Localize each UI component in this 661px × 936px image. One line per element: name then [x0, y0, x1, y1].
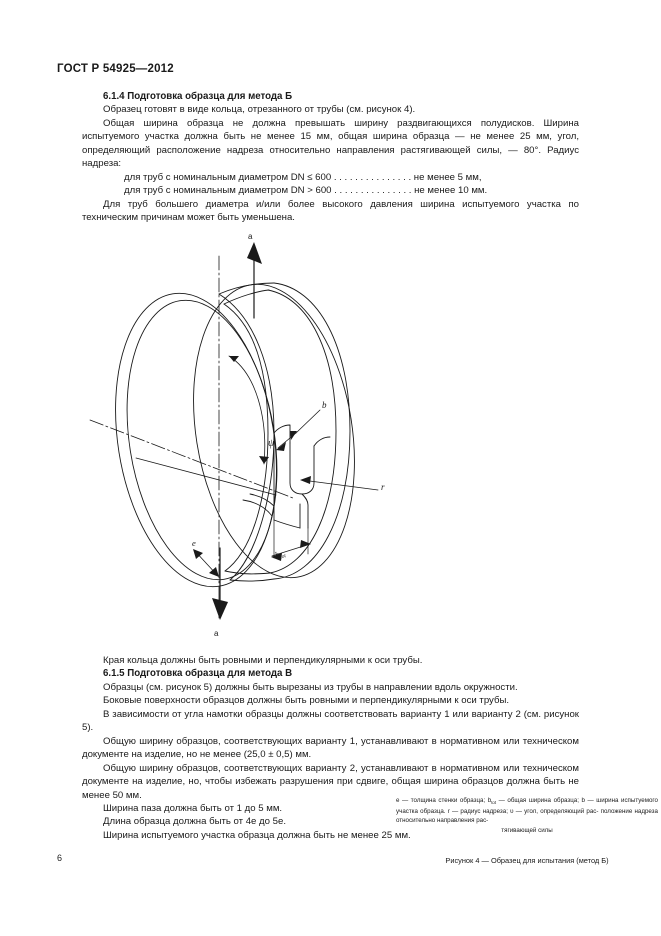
figure-4-caption: Рисунок 4 — Образец для испытания (метод Б): [445, 856, 609, 865]
clause-6-1-5-paragraph-3: В зависимости от угла намотки образцы должны соответствовать варианту 1 или варианту 2 (см. рисунок 5).: [82, 708, 579, 734]
clause-heading-6-1-5: 6.1.5 Подготовка образца для метода В: [103, 668, 293, 680]
force-arrow-top-head: [247, 242, 262, 264]
legend-text-2: образца; b — ширина испытуемого участка образца.: [396, 797, 658, 816]
label-width-b: b: [322, 400, 327, 410]
clause-6-1-4-paragraph-1: Образец готовят в виде кольца, отрезанного от трубы (см. рисунок 4).: [103, 104, 416, 116]
label-angle-psi: ψ: [268, 438, 275, 449]
legend-text-1: e — толщина стенки образца; b: [396, 797, 492, 804]
clause-6-1-5-paragraph-8: Ширина испытуемого участка образца должна быть не менее 25 мм.: [103, 829, 411, 841]
clause-6-1-4-paragraph-3: Для труб большего диаметра и/или более высокого давления ширина испытуемого участка по техническим причинам может быть уменьшена.: [82, 198, 579, 224]
legend-text-4: положение надреза относительно направления рас-: [396, 808, 658, 825]
clause-6-1-5-paragraph-7: Длина образца должна быть от 4е до 5е.: [103, 816, 286, 828]
clause-6-1-5-paragraph-1: Образцы (см. рисунок 5) должны быть вырезаны из трубы в направлении вдоль окружности.: [103, 681, 518, 693]
clause-6-1-4-list-item-1: для труб с номинальным диаметром DN ≤ 600 . . . . . . . . . . . . . . . не менее 5 мм,: [124, 171, 482, 183]
clause-6-1-4-list-item-2: для труб с номинальным диаметром DN > 600 . . . . . . . . . . . . . . . не менее 10 мм.: [124, 185, 488, 197]
legend-text-1c: — общая ширина: [496, 797, 551, 804]
label-radius-r: r: [381, 482, 385, 492]
clause-6-1-4-paragraph-2: Общая ширина образца не должна превышать ширину раздвигающихся полудисков. Ширина испытуемого участка должна быть не менее 15 мм, общая ширина образца — не менее 25 мм, угол, определяющий расположение надреза относительно направления растягивающей силы, — 80°. Радиус надреза:: [82, 117, 579, 170]
label-width-total: $b_{tot}$: [273, 549, 287, 561]
clause-6-1-5-paragraph-2: Боковые поверхности образцов должны быть ровными и перпендикулярными к оси трубы.: [103, 695, 510, 707]
legend-sub-tot: tot: [491, 800, 497, 806]
notch-leader-line: [136, 458, 276, 495]
clause-heading-6-1-4: 6.1.4 Подготовка образца для метода Б: [103, 91, 293, 102]
force-arrow-bottom-head: [212, 598, 228, 620]
clause-6-1-5-paragraph-4: Общую ширину образцов, соответствующих варианту 1, устанавливают в нормативном или техническом документе на изделие, но не менее (25,0 ± 0,5) мм.: [82, 735, 579, 761]
label-axis-bottom: a: [214, 629, 219, 638]
clause-6-1-5-paragraph-6: Ширина паза должна быть от 1 до 5 мм.: [103, 802, 283, 814]
figure-4-drawing: [78, 228, 408, 648]
page-number: 6: [57, 853, 63, 863]
legend-text-3: r — радиус надреза; υ — угол, определяющий рас-: [447, 808, 599, 816]
angle-arc: [229, 356, 265, 464]
label-thickness-e: e: [192, 538, 196, 548]
legend-text-5: тягивающей силы: [501, 826, 553, 834]
text-block-upper: [82, 90, 579, 225]
standard-header: ГОСТ Р 54925—2012: [57, 63, 174, 75]
label-axis-top: a: [248, 232, 253, 241]
text-block-lower: [82, 654, 579, 842]
after-figure-paragraph-1: Края кольца должны быть ровными и перпендикулярными к оси трубы.: [103, 655, 423, 666]
clause-6-1-5-paragraph-5: Общую ширину образцов, соответствующих варианту 2, устанавливают в нормативном или техническом документе на изделие, но, чтобы избежать разрушения при сдвиге, общая ширина образцов должна быть не менее 50 мм.: [82, 762, 579, 801]
